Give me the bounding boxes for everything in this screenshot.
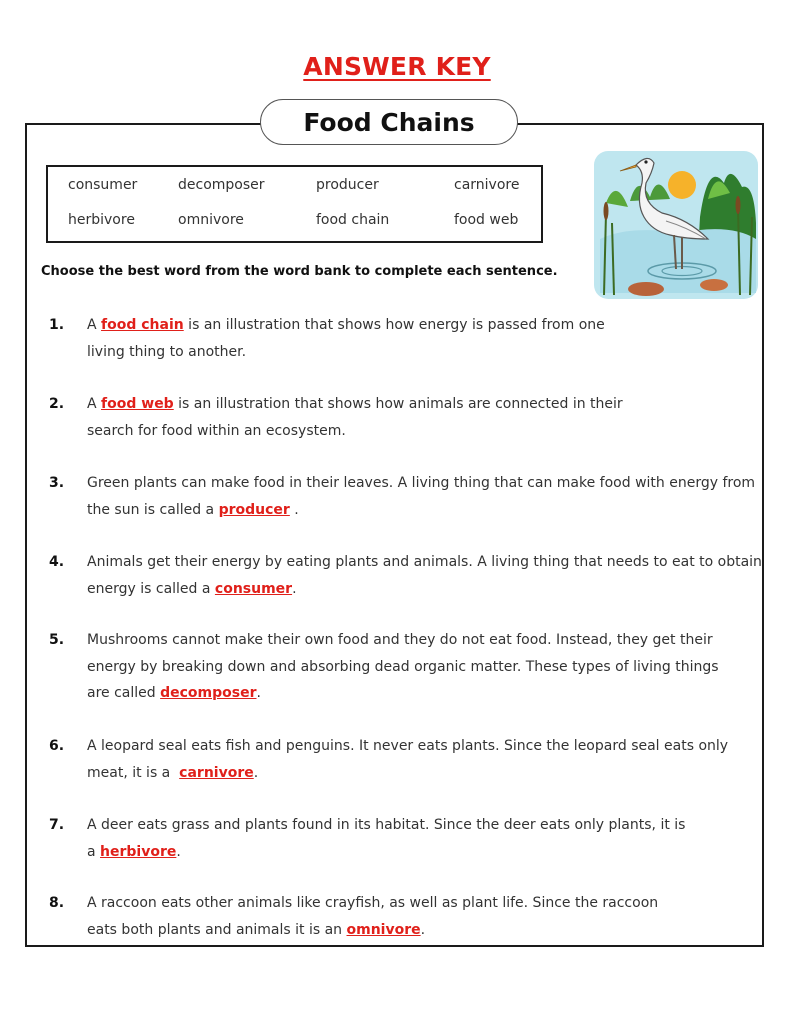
answer-word: decomposer [160,685,257,701]
question-line: eats both plants and animals it is an omnivore. [87,922,426,938]
question-number: 4. [49,554,65,570]
word-bank [46,165,543,243]
worksheet-title: Food Chains [260,99,518,145]
answer-word: omnivore [346,922,421,938]
question-line: living thing to another. [87,344,247,360]
answer-word: producer [218,502,290,518]
question-line: Green plants can make food in their leaves. A living thing that can make food with energy from [87,475,756,491]
question-line: meat, it is a carnivore. [87,765,259,781]
question-line: the sun is called a producer . [87,502,299,518]
question-number: 2. [49,396,65,412]
word-bank-item: omnivore [178,212,244,228]
question-line: A food web is an illustration that shows how animals are connected in their [87,396,623,412]
question-number: 1. [49,317,65,333]
answer-word: consumer [214,581,293,597]
word-bank-item: herbivore [68,212,135,228]
question-line: A food chain is an illustration that shows how energy is passed from one [87,317,605,333]
word-bank-item: food chain [316,212,390,228]
question-line: a herbivore. [87,844,181,860]
question-line: energy is called a consumer. [87,581,297,597]
question-line: Mushrooms cannot make their own food and they do not eat food. Instead, they get their [87,632,713,648]
question-line: A deer eats grass and plants found in its habitat. Since the deer eats only plants, it is [87,817,686,833]
question-line: are called decomposer. [87,685,261,701]
question-line: Animals get their energy by eating plants and animals. A living thing that needs to eat to obtain [87,554,762,570]
answer-key-heading: ANSWER KEY [303,52,491,81]
question-number: 8. [49,895,65,911]
answer-word: carnivore [179,765,254,781]
word-bank-item: consumer [68,177,138,193]
word-bank-item: decomposer [178,177,265,193]
instructions: Choose the best word from the word bank to complete each sentence. [41,264,558,279]
question-number: 3. [49,475,65,491]
answer-word: food chain [101,317,184,333]
question-line: search for food within an ecosystem. [87,423,346,439]
word-bank-item: carnivore [454,177,520,193]
word-bank-item: producer [316,177,379,193]
word-bank-item: food web [454,212,519,228]
question-line: A raccoon eats other animals like crayfish, as well as plant life. Since the raccoon [87,895,659,911]
heron-in-pond-illustration [590,143,762,303]
question-number: 5. [49,632,65,648]
answer-word: herbivore [100,844,177,860]
question-number: 7. [49,817,65,833]
question-line: A leopard seal eats fish and penguins. It never eats plants. Since the leopard seal eats only [87,738,729,754]
answer-word: food web [101,396,174,412]
question-number: 6. [49,738,65,754]
question-line: energy by breaking down and absorbing dead organic matter. These types of living things [87,659,719,675]
